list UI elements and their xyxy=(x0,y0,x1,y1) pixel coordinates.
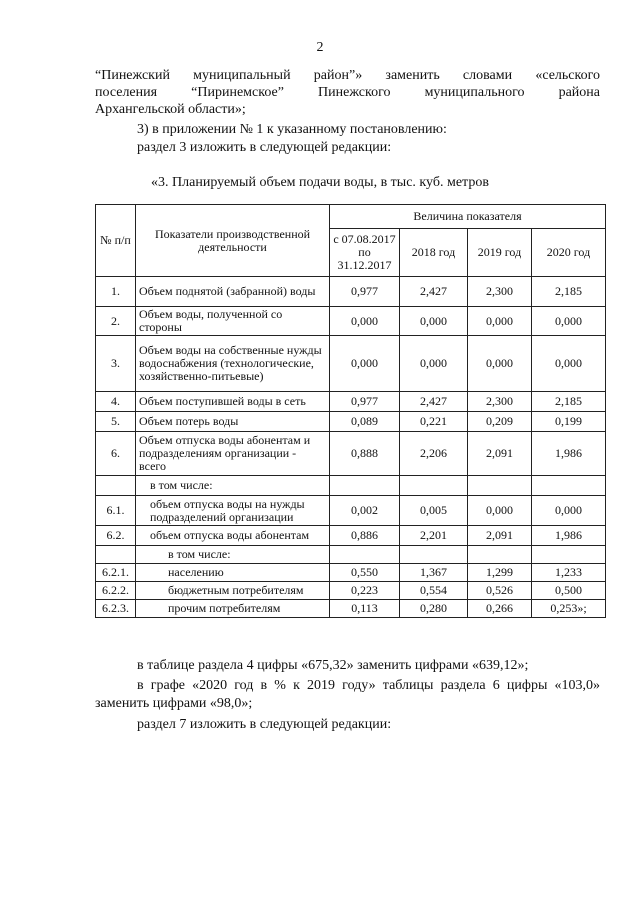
row-value-0: 0,977 xyxy=(330,392,400,412)
header-indicator: Показатели производственной деятельности xyxy=(136,205,330,277)
row-value-2: 0,209 xyxy=(468,412,532,432)
row-value-2 xyxy=(468,476,532,496)
table-row xyxy=(96,600,606,618)
row-value-3: 0,000 xyxy=(532,336,606,392)
row-value-1: 0,221 xyxy=(400,412,468,432)
row-value-3: 0,000 xyxy=(532,307,606,336)
table-row xyxy=(96,307,606,336)
row-value-2: 0,000 xyxy=(468,496,532,526)
row-value-0: 0,223 xyxy=(330,582,400,600)
header-period-1: 2018 год xyxy=(400,229,468,277)
row-value-0: 0,888 xyxy=(330,432,400,476)
intro-line-3: Архангельской области»; xyxy=(95,102,246,117)
row-label: бюджетным потребителям xyxy=(136,582,330,600)
row-value-3: 1,233 xyxy=(532,564,606,582)
header-period-3: 2020 год xyxy=(532,229,606,277)
intro-line-4: 3) в приложении № 1 к указанному постановлению: xyxy=(137,122,447,137)
row-value-1: 0,005 xyxy=(400,496,468,526)
row-value-2 xyxy=(468,546,532,564)
row-label: Объем отпуска воды абонентам и подразделениям организации - всего xyxy=(136,432,330,476)
row-label: Объем потерь воды xyxy=(136,412,330,432)
row-value-2: 2,091 xyxy=(468,432,532,476)
row-value-0 xyxy=(330,476,400,496)
row-num: 4. xyxy=(96,392,136,412)
row-value-3: 0,199 xyxy=(532,412,606,432)
row-value-3: 0,253»; xyxy=(532,600,606,618)
row-num: 6.2.1. xyxy=(96,564,136,582)
row-label: прочим потребителям xyxy=(136,600,330,618)
table-row xyxy=(96,412,606,432)
row-value-3: 0,500 xyxy=(532,582,606,600)
row-label: Объем поступившей воды в сеть xyxy=(136,392,330,412)
table-row xyxy=(96,496,606,526)
row-value-0: 0,886 xyxy=(330,526,400,546)
closing-line-2: в графе «2020 год в % к 2019 году» таблицы раздела 6 цифры «103,0» xyxy=(137,678,600,693)
table-row xyxy=(96,546,606,564)
row-label: населению xyxy=(136,564,330,582)
row-label: Объем воды, полученной со стороны xyxy=(136,307,330,336)
row-value-3: 1,986 xyxy=(532,432,606,476)
row-value-1: 2,201 xyxy=(400,526,468,546)
row-num: 6.2.3. xyxy=(96,600,136,618)
row-value-2: 1,299 xyxy=(468,564,532,582)
row-value-2: 0,526 xyxy=(468,582,532,600)
closing-line-4: раздел 7 изложить в следующей редакции: xyxy=(137,717,392,732)
table-row xyxy=(96,582,606,600)
water-supply-table xyxy=(95,204,606,618)
row-value-0 xyxy=(330,546,400,564)
row-value-2: 2,091 xyxy=(468,526,532,546)
row-value-0: 0,977 xyxy=(330,277,400,307)
row-label: в том числе: xyxy=(136,476,330,496)
row-value-2: 0,000 xyxy=(468,336,532,392)
row-value-1: 2,427 xyxy=(400,277,468,307)
row-num: 1. xyxy=(96,277,136,307)
row-value-3 xyxy=(532,476,606,496)
row-value-0: 0,113 xyxy=(330,600,400,618)
row-value-1: 0,000 xyxy=(400,336,468,392)
row-value-3: 2,185 xyxy=(532,277,606,307)
row-value-2: 0,266 xyxy=(468,600,532,618)
row-num xyxy=(96,546,136,564)
header-period-2: 2019 год xyxy=(468,229,532,277)
row-value-1: 0,554 xyxy=(400,582,468,600)
row-value-0: 0,000 xyxy=(330,336,400,392)
header-period-0: с 07.08.2017 по 31.12.2017 xyxy=(330,229,400,277)
row-value-1: 2,206 xyxy=(400,432,468,476)
row-value-3: 2,185 xyxy=(532,392,606,412)
row-num: 6. xyxy=(96,432,136,476)
row-label: в том числе: xyxy=(136,546,330,564)
row-value-2: 0,000 xyxy=(468,307,532,336)
table-row xyxy=(96,277,606,307)
row-value-1: 2,427 xyxy=(400,392,468,412)
row-label: Объем воды на собственные нужды водоснабжения (технологические, хозяйственно-питьевые) xyxy=(136,336,330,392)
row-num: 6.2. xyxy=(96,526,136,546)
section-title: «3. Планируемый объем подачи воды, в тыс. куб. метров xyxy=(151,175,489,190)
row-value-1: 0,000 xyxy=(400,307,468,336)
row-label: объем отпуска воды на нужды подразделений организации xyxy=(136,496,330,526)
table-row xyxy=(96,564,606,582)
row-num: 6.2.2. xyxy=(96,582,136,600)
row-num: 3. xyxy=(96,336,136,392)
row-value-2: 2,300 xyxy=(468,277,532,307)
table-row xyxy=(96,432,606,476)
table-row xyxy=(96,336,606,392)
row-value-2: 2,300 xyxy=(468,392,532,412)
row-value-0: 0,002 xyxy=(330,496,400,526)
row-value-3 xyxy=(532,546,606,564)
row-value-1 xyxy=(400,546,468,564)
page-number: 2 xyxy=(316,40,324,55)
row-num xyxy=(96,476,136,496)
row-value-0: 0,550 xyxy=(330,564,400,582)
row-value-1: 0,280 xyxy=(400,600,468,618)
row-label: Объем поднятой (забранной) воды xyxy=(136,277,330,307)
row-value-0: 0,089 xyxy=(330,412,400,432)
intro-line-1: “Пинежский муниципальный район”» заменить словами «сельского xyxy=(95,68,600,83)
closing-line-1: в таблице раздела 4 цифры «675,32» заменить цифрами «639,12»; xyxy=(137,658,529,673)
row-value-1 xyxy=(400,476,468,496)
row-value-0: 0,000 xyxy=(330,307,400,336)
row-value-1: 1,367 xyxy=(400,564,468,582)
table-row xyxy=(96,526,606,546)
row-value-3: 1,986 xyxy=(532,526,606,546)
row-num: 5. xyxy=(96,412,136,432)
row-num: 2. xyxy=(96,307,136,336)
intro-line-2: поселения “Пиринемское” Пинежского муниципального района xyxy=(95,85,600,100)
row-label: объем отпуска воды абонентам xyxy=(136,526,330,546)
row-num: 6.1. xyxy=(96,496,136,526)
table-row xyxy=(96,476,606,496)
intro-line-5: раздел 3 изложить в следующей редакции: xyxy=(137,140,392,155)
table-row xyxy=(96,392,606,412)
closing-line-3: заменить цифрами «98,0»; xyxy=(95,696,253,711)
header-num: № п/п xyxy=(96,205,136,277)
row-value-3: 0,000 xyxy=(532,496,606,526)
header-value-group: Величина показателя xyxy=(330,205,606,229)
